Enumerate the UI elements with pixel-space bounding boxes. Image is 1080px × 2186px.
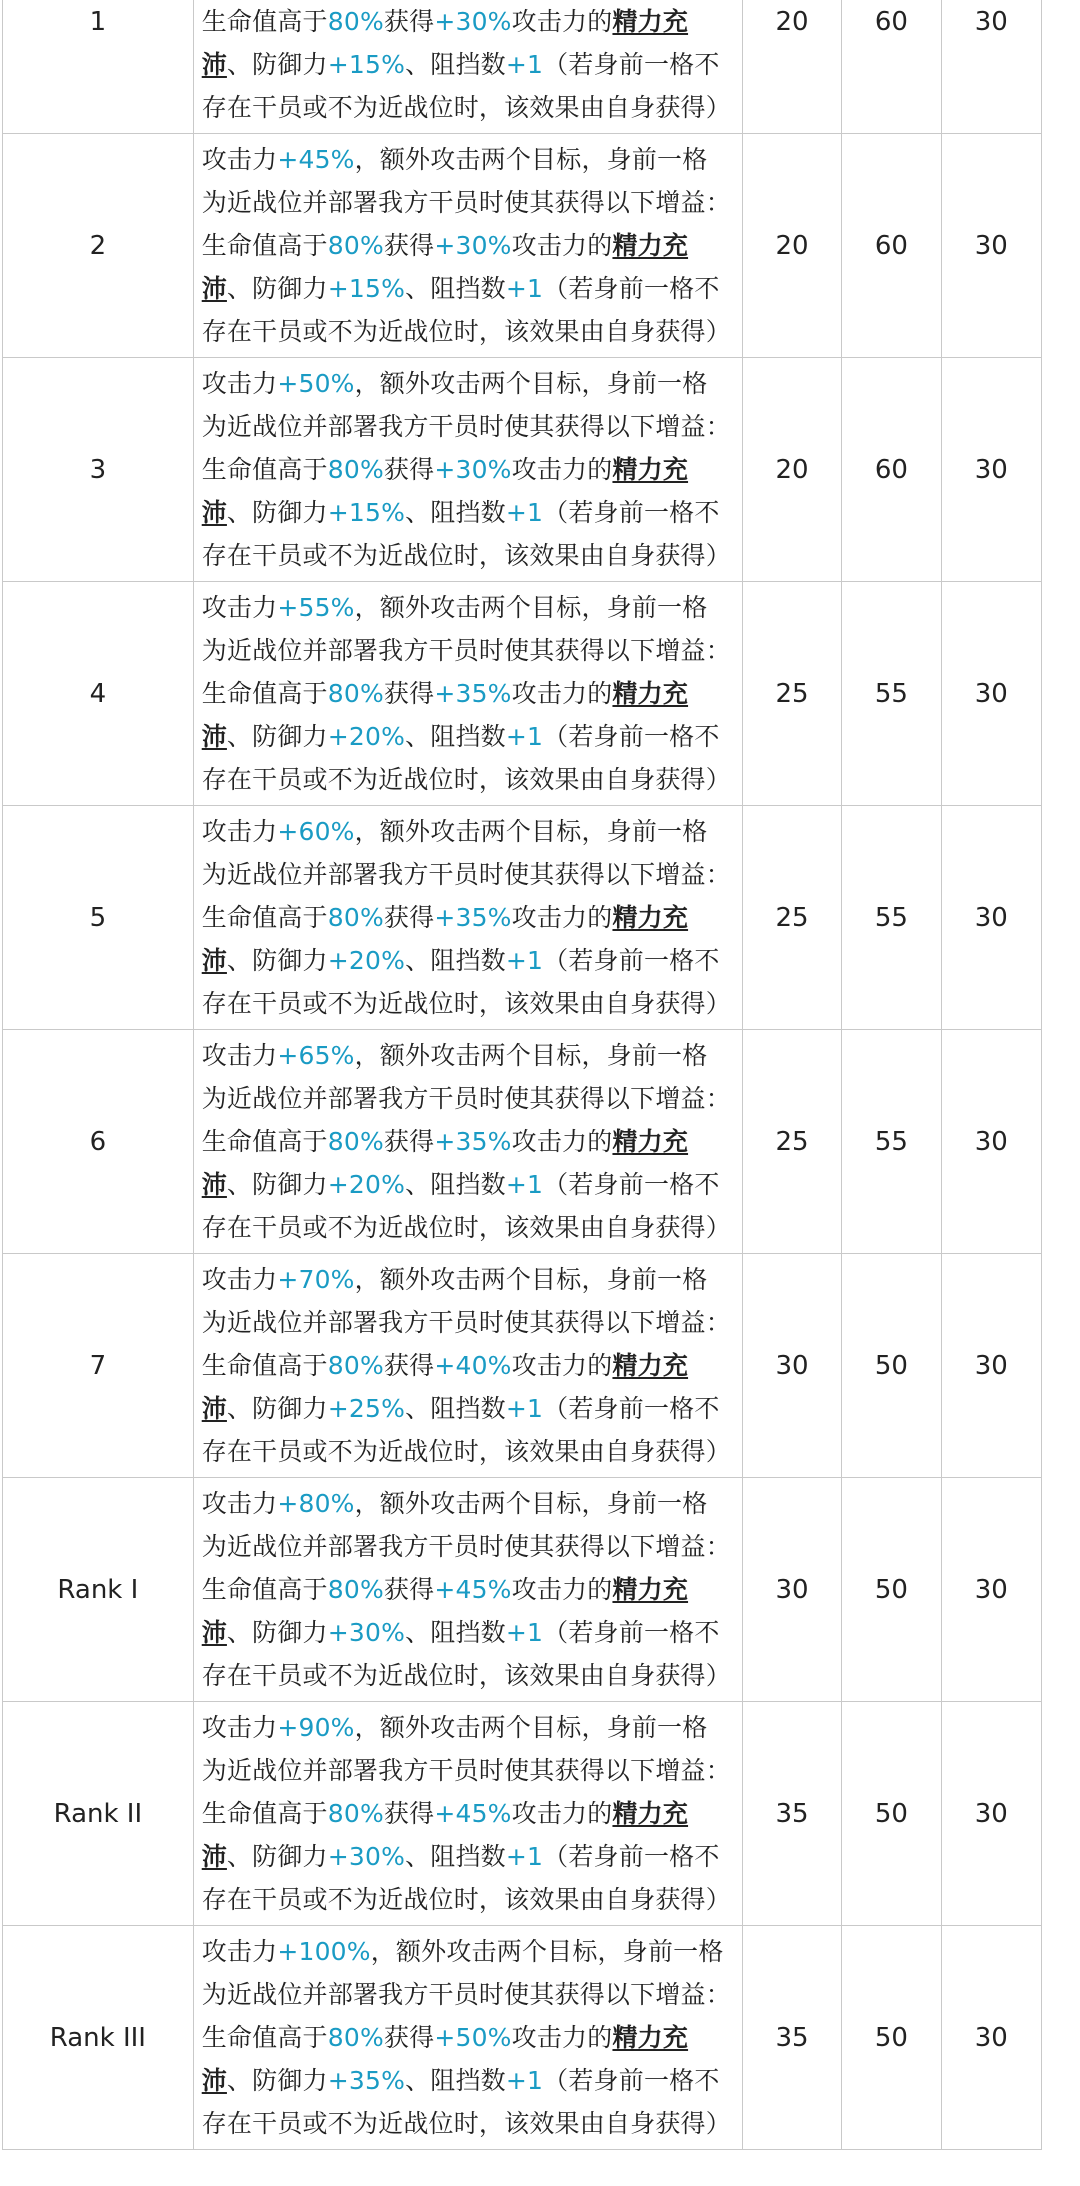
table-row [3, 806, 1042, 1030]
description-text: 、防御力 [226, 1170, 328, 1199]
skill-level-table-body [3, 0, 1042, 2150]
buff-attack-value: +30% [434, 7, 512, 36]
description-text: （若身前一格不存在干员或不为近战位时，该效果由自身获得） [201, 722, 731, 794]
stat-value-cell: 60 [842, 134, 941, 358]
buff-term-link: 精力充沛 [201, 679, 689, 751]
table-row [3, 1030, 1042, 1254]
stat-value-cell: 35 [742, 1926, 841, 2150]
description-text: 攻击力 [201, 145, 278, 174]
description-text: 攻击力 [201, 1041, 278, 1070]
description-text: 攻击力的 [511, 455, 613, 484]
defense-bonus-value: +25% [327, 1394, 406, 1423]
stat-value-cell: 55 [842, 1030, 941, 1254]
skill-level-cell: 3 [3, 358, 194, 582]
table-row [3, 1926, 1042, 2150]
defense-bonus-value: +30% [327, 1618, 406, 1647]
description-text: 获得 [383, 2023, 435, 2052]
description-text: ，额外攻击两个目标，身前一格为近战位并部署我方干员时使其获得以下增益：生命值高于 [201, 369, 731, 484]
attack-bonus-value: +70% [277, 1265, 355, 1294]
description-text: 攻击力 [201, 817, 278, 846]
stat-value-cell: 35 [742, 1702, 841, 1926]
description-text: 、阻挡数 [405, 498, 506, 527]
description-text: 、阻挡数 [405, 722, 506, 751]
description-text: 攻击力的 [511, 903, 613, 932]
buff-attack-value: +40% [434, 1351, 512, 1380]
hp-threshold-value: 80% [327, 231, 384, 260]
hp-threshold-value: 80% [327, 2023, 384, 2052]
stat-value-cell: 20 [742, 134, 841, 358]
skill-level-cell: 1 [3, 0, 194, 134]
description-text: 攻击力的 [511, 2023, 613, 2052]
stat-value-cell: 30 [941, 0, 1041, 134]
description-text: 攻击力的 [511, 1575, 613, 1604]
stat-value-cell: 55 [842, 806, 941, 1030]
description-text: 获得 [383, 1799, 435, 1828]
stat-value-cell: 30 [742, 1254, 841, 1478]
description-text: 、阻挡数 [405, 1842, 506, 1871]
description-text: 、防御力 [226, 1842, 328, 1871]
hp-threshold-value: 80% [327, 455, 384, 484]
table-row [3, 1254, 1042, 1478]
description-text: （若身前一格不存在干员或不为近战位时，该效果由自身获得） [201, 50, 731, 122]
defense-bonus-value: +20% [327, 946, 406, 975]
stat-value-cell: 30 [941, 806, 1041, 1030]
defense-bonus-value: +30% [327, 1842, 406, 1871]
description-text: 、阻挡数 [405, 274, 506, 303]
skill-description-cell [193, 134, 742, 358]
buff-attack-value: +45% [434, 1799, 512, 1828]
description-text: 获得 [383, 679, 435, 708]
description-text: 攻击力 [201, 369, 278, 398]
description-text: 获得 [383, 1575, 435, 1604]
hp-threshold-value: 80% [327, 679, 384, 708]
description-text: 获得 [383, 903, 435, 932]
block-bonus-value: +1 [505, 2066, 544, 2095]
buff-attack-value: +35% [434, 1127, 512, 1156]
description-text: 、防御力 [226, 946, 328, 975]
description-text: 、防御力 [226, 2066, 328, 2095]
description-text: 获得 [383, 231, 435, 260]
description-text: 攻击力 [201, 1265, 278, 1294]
skill-description-text [194, 1258, 742, 1473]
description-text: （若身前一格不存在干员或不为近战位时，该效果由自身获得） [201, 946, 731, 1018]
buff-term-link: 精力充沛 [201, 1127, 689, 1199]
description-text: 攻击力的 [511, 1351, 613, 1380]
skill-description-text [194, 1930, 742, 2145]
description-text: ，额外攻击两个目标，身前一格为近战位并部署我方干员时使其获得以下增益：生命值高于 [201, 1041, 731, 1156]
buff-term-link: 精力充沛 [201, 1575, 689, 1647]
description-text: （若身前一格不存在干员或不为近战位时，该效果由自身获得） [201, 1842, 731, 1914]
skill-description-cell [193, 1702, 742, 1926]
table-row [3, 358, 1042, 582]
description-text: 生命值高于 [201, 7, 328, 36]
description-text: （若身前一格不存在干员或不为近战位时，该效果由自身获得） [201, 498, 731, 570]
skill-description-cell [193, 1030, 742, 1254]
stat-value-cell: 60 [842, 0, 941, 134]
attack-bonus-value: +60% [277, 817, 355, 846]
stat-value-cell: 30 [941, 1254, 1041, 1478]
buff-attack-value: +45% [434, 1575, 512, 1604]
skill-description-cell [193, 806, 742, 1030]
skill-description-cell [193, 582, 742, 806]
description-text: 、防御力 [226, 498, 328, 527]
description-text: 、阻挡数 [405, 50, 506, 79]
description-text: ，额外攻击两个目标，身前一格为近战位并部署我方干员时使其获得以下增益：生命值高于 [201, 1713, 731, 1828]
stat-value-cell: 25 [742, 1030, 841, 1254]
description-text: 、防御力 [226, 50, 328, 79]
description-text: ，额外攻击两个目标，身前一格为近战位并部署我方干员时使其获得以下增益：生命值高于 [201, 145, 731, 260]
attack-bonus-value: +55% [277, 593, 355, 622]
description-text: 攻击力的 [511, 231, 613, 260]
skill-description-text [194, 586, 742, 801]
attack-bonus-value: +100% [277, 1937, 371, 1966]
stat-value-cell: 30 [742, 1478, 841, 1702]
skill-description-text [194, 362, 742, 577]
stat-value-cell: 30 [941, 134, 1041, 358]
description-text: 获得 [383, 7, 435, 36]
block-bonus-value: +1 [505, 722, 544, 751]
description-text: 、防御力 [226, 1394, 328, 1423]
table-row [3, 134, 1042, 358]
skill-description-cell [193, 0, 742, 134]
attack-bonus-value: +90% [277, 1713, 355, 1742]
description-text: 、阻挡数 [405, 1170, 506, 1199]
description-text: 、防御力 [226, 1618, 328, 1647]
description-text: 、防御力 [226, 722, 328, 751]
defense-bonus-value: +15% [327, 274, 406, 303]
description-text: ，额外攻击两个目标，身前一格为近战位并部署我方干员时使其获得以下增益：生命值高于 [201, 1489, 731, 1604]
description-text: 攻击力的 [511, 1127, 613, 1156]
description-text: 、阻挡数 [405, 946, 506, 975]
skill-description-text [194, 1034, 742, 1249]
stat-value-cell: 60 [842, 358, 941, 582]
hp-threshold-value: 80% [327, 7, 384, 36]
attack-bonus-value: +45% [277, 145, 355, 174]
buff-attack-value: +30% [434, 455, 512, 484]
skill-description-text [194, 138, 742, 353]
block-bonus-value: +1 [505, 50, 544, 79]
block-bonus-value: +1 [505, 1842, 544, 1871]
attack-bonus-value: +80% [277, 1489, 355, 1518]
skill-description-cell [193, 1926, 742, 2150]
description-text: 、阻挡数 [405, 1394, 506, 1423]
defense-bonus-value: +15% [327, 498, 406, 527]
buff-term-link: 精力充沛 [201, 1351, 689, 1423]
stat-value-cell: 25 [742, 582, 841, 806]
block-bonus-value: +1 [505, 274, 544, 303]
stat-value-cell: 55 [842, 582, 941, 806]
buff-term-link: 精力充沛 [201, 2023, 689, 2095]
table-row [3, 1478, 1042, 1702]
description-text: 攻击力 [201, 1937, 278, 1966]
skill-description-text [194, 810, 742, 1025]
buff-term-link: 精力充沛 [201, 1799, 689, 1871]
hp-threshold-value: 80% [327, 1127, 384, 1156]
skill-level-cell: 6 [3, 1030, 194, 1254]
description-text: （若身前一格不存在干员或不为近战位时，该效果由自身获得） [201, 1170, 731, 1242]
skill-level-cell: Rank I [3, 1478, 194, 1702]
stat-value-cell: 50 [842, 1478, 941, 1702]
description-text: ，额外攻击两个目标，身前一格为近战位并部署我方干员时使其获得以下增益：生命值高于 [201, 1265, 731, 1380]
table-row [3, 0, 1042, 134]
buff-term-link: 精力充沛 [201, 455, 689, 527]
description-text: （若身前一格不存在干员或不为近战位时，该效果由自身获得） [201, 1618, 731, 1690]
skill-description-text [194, 0, 742, 129]
skill-level-cell: 4 [3, 582, 194, 806]
skill-level-cell: 7 [3, 1254, 194, 1478]
description-text: ，额外攻击两个目标，身前一格为近战位并部署我方干员时使其获得以下增益：生命值高于 [201, 593, 731, 708]
description-text: 攻击力 [201, 593, 278, 622]
description-text: 、阻挡数 [405, 1618, 506, 1647]
buff-attack-value: +50% [434, 2023, 512, 2052]
description-text: 攻击力的 [511, 7, 613, 36]
skill-description-text [194, 1482, 742, 1697]
description-text: （若身前一格不存在干员或不为近战位时，该效果由自身获得） [201, 2066, 731, 2138]
skill-level-table [2, 0, 1042, 2150]
hp-threshold-value: 80% [327, 1799, 384, 1828]
description-text: 获得 [383, 1127, 435, 1156]
description-text: 、阻挡数 [405, 2066, 506, 2095]
stat-value-cell: 20 [742, 358, 841, 582]
description-text: 获得 [383, 1351, 435, 1380]
buff-attack-value: +35% [434, 903, 512, 932]
stat-value-cell: 30 [941, 358, 1041, 582]
stat-value-cell: 20 [742, 0, 841, 134]
attack-bonus-value: +50% [277, 369, 355, 398]
buff-attack-value: +35% [434, 679, 512, 708]
block-bonus-value: +1 [505, 1618, 544, 1647]
description-text: （若身前一格不存在干员或不为近战位时，该效果由自身获得） [201, 274, 731, 346]
stat-value-cell: 25 [742, 806, 841, 1030]
block-bonus-value: +1 [505, 1394, 544, 1423]
stat-value-cell: 50 [842, 1254, 941, 1478]
hp-threshold-value: 80% [327, 1351, 384, 1380]
description-text: 获得 [383, 455, 435, 484]
description-text: ，额外攻击两个目标，身前一格为近战位并部署我方干员时使其获得以下增益：生命值高于 [201, 817, 731, 932]
table-row [3, 1702, 1042, 1926]
description-text: 、防御力 [226, 274, 328, 303]
skill-level-cell: 5 [3, 806, 194, 1030]
description-text: 攻击力的 [511, 1799, 613, 1828]
attack-bonus-value: +65% [277, 1041, 355, 1070]
block-bonus-value: +1 [505, 498, 544, 527]
table-row [3, 582, 1042, 806]
description-text: 攻击力 [201, 1489, 278, 1518]
skill-level-cell: 2 [3, 134, 194, 358]
block-bonus-value: +1 [505, 946, 544, 975]
buff-attack-value: +30% [434, 231, 512, 260]
stat-value-cell: 30 [941, 1030, 1041, 1254]
skill-description-text [194, 1706, 742, 1921]
description-text: 攻击力的 [511, 679, 613, 708]
defense-bonus-value: +20% [327, 1170, 406, 1199]
stat-value-cell: 30 [941, 582, 1041, 806]
buff-term-link: 精力充沛 [201, 7, 689, 79]
defense-bonus-value: +15% [327, 50, 406, 79]
stat-value-cell: 30 [941, 1926, 1041, 2150]
buff-term-link: 精力充沛 [201, 231, 689, 303]
skill-description-cell [193, 1478, 742, 1702]
defense-bonus-value: +20% [327, 722, 406, 751]
skill-description-cell [193, 358, 742, 582]
skill-description-cell [193, 1254, 742, 1478]
skill-level-cell: Rank II [3, 1702, 194, 1926]
hp-threshold-value: 80% [327, 903, 384, 932]
block-bonus-value: +1 [505, 1170, 544, 1199]
stat-value-cell: 30 [941, 1478, 1041, 1702]
stat-value-cell: 30 [941, 1702, 1041, 1926]
description-text: 攻击力 [201, 1713, 278, 1742]
description-text: （若身前一格不存在干员或不为近战位时，该效果由自身获得） [201, 1394, 731, 1466]
skill-level-cell: Rank III [3, 1926, 194, 2150]
hp-threshold-value: 80% [327, 1575, 384, 1604]
defense-bonus-value: +35% [327, 2066, 406, 2095]
buff-term-link: 精力充沛 [201, 903, 689, 975]
description-text: ，额外攻击两个目标，身前一格为近战位并部署我方干员时使其获得以下增益：生命值高于 [201, 1937, 731, 2052]
stat-value-cell: 50 [842, 1926, 941, 2150]
stat-value-cell: 50 [842, 1702, 941, 1926]
